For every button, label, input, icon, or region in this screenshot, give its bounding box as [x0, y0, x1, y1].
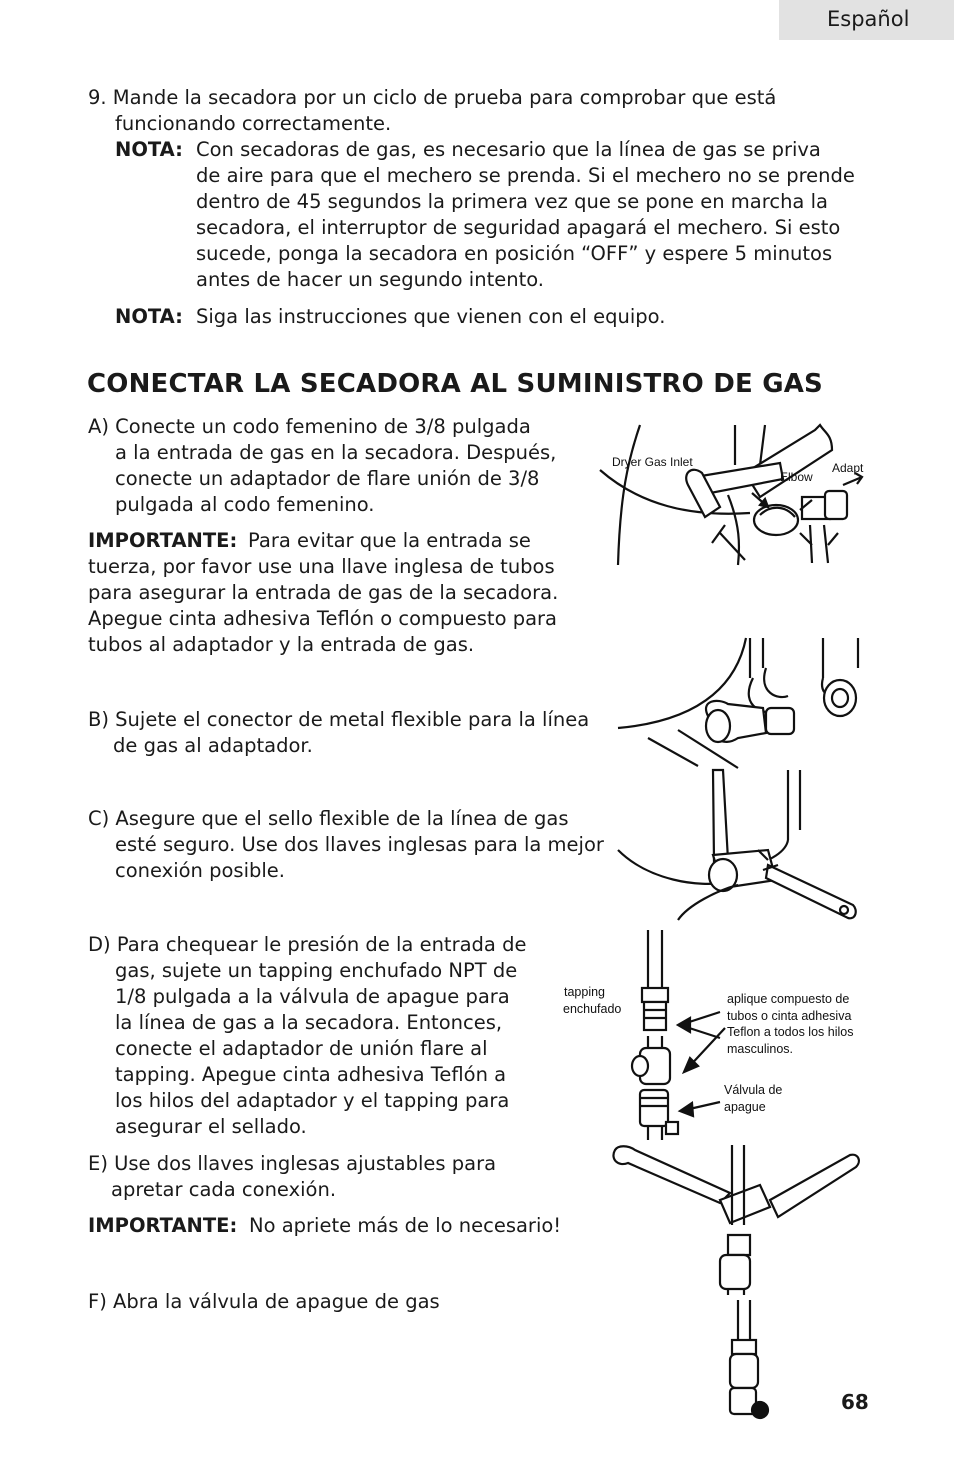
nota2-label: NOTA: [115, 305, 183, 328]
step9-line2: funcionando correctamente. [115, 112, 392, 135]
stepB-line: de gas al adaptador. [113, 734, 313, 757]
section-title: CONECTAR LA SECADORA AL SUMINISTRO DE GAS [87, 369, 823, 399]
figure-final-valve [720, 1300, 780, 1420]
stepC-line: esté seguro. Use dos llaves inglesas para la mejor [115, 833, 604, 856]
label-compound: masculinos. [727, 1042, 793, 1056]
nota1-label: NOTA: [115, 138, 183, 161]
stepA-line: conecte un adaptador de flare unión de 3/8 [115, 467, 540, 490]
importante1-line: tubos al adaptador y la entrada de gas. [88, 633, 475, 656]
nota1-line: de aire para que el mechero se prenda. Si el mechero no se prende [196, 164, 855, 187]
stepD-line: D) Para chequear le presión de la entrada de [88, 933, 527, 956]
stepE-line: apretar cada conexión. [111, 1178, 337, 1201]
figure-inlet-elbow-adapter [600, 425, 875, 570]
label-tapping: tapping [564, 985, 606, 999]
figure-flex-connector [618, 638, 863, 768]
stepB-line: B) Sujete el conector de metal flexible para la línea [88, 708, 590, 731]
label-valve: Válvula de [724, 1083, 783, 1097]
importante1-label: IMPORTANTE: [88, 529, 238, 552]
nota1-line: sucede, ponga la secadora en posición “OFF” y espere 5 minutos [196, 242, 833, 265]
nota1-line: antes de hacer un segundo intento. [196, 268, 545, 291]
label-dryer-gas-inlet: Dryer Gas Inlet [612, 455, 693, 469]
stepF-text: F) Abra la válvula de apague de gas [88, 1290, 440, 1313]
importante1-line: Apegue cinta adhesiva Teflón o compuesto para [88, 607, 557, 630]
label-adapt: Adapt [832, 461, 864, 475]
label-elbow: Elbow [780, 470, 813, 484]
nota1-line: secadora, el interruptor de seguridad apagará el mechero. Si esto [196, 216, 841, 239]
stepD-line: la línea de gas a la secadora. Entonces, [115, 1011, 503, 1034]
label-compound: aplique compuesto de [727, 992, 850, 1006]
stepA-line: A) Conecte un codo femenino de 3/8 pulgada [88, 415, 531, 438]
label-valve: apague [724, 1100, 766, 1114]
stepC-line: conexión posible. [115, 859, 285, 882]
stepA-line: a la entrada de gas en la secadora. Después, [115, 441, 557, 464]
stepA-line: pulgada al codo femenino. [115, 493, 375, 516]
label-compound: Teflon a todos los hilos [727, 1025, 854, 1039]
figure-wrenches-on-valve [610, 1145, 865, 1295]
stepC-line: C) Asegure que el sello flexible de la línea de gas [88, 807, 569, 830]
importante2-text: No apriete más de lo necesario! [249, 1214, 562, 1237]
importante1-line: para asegurar la entrada de gas de la secadora. [88, 581, 559, 604]
nota1-line: dentro de 45 segundos la primera vez que se pone en marcha la [196, 190, 828, 213]
importante1-line: tuerza, por favor use una llave inglesa de tubos [88, 555, 555, 578]
stepD-line: 1/8 pulgada a la válvula de apague para [115, 985, 510, 1008]
label-compound: tubos o cinta adhesiva [727, 1009, 852, 1023]
importante2-label: IMPORTANTE: [88, 1214, 238, 1237]
stepD-line: tapping. Apegue cinta adhesiva Teflón a [115, 1063, 507, 1086]
figure-tapping-valve [560, 930, 880, 1145]
language-tab-label: Español [827, 7, 910, 31]
step9-line1: 9. Mande la secadora por un ciclo de prueba para comprobar que está [88, 86, 777, 109]
label-tapping: enchufado [563, 1002, 622, 1016]
nota1-line: Con secadoras de gas, es necesario que la línea de gas se priva [196, 138, 821, 161]
stepE-line: E) Use dos llaves inglesas ajustables para [88, 1152, 497, 1175]
figure-two-wrenches [618, 770, 863, 925]
nota2-text: Siga las instrucciones que vienen con el equipo. [196, 305, 666, 328]
stepD-line: gas, sujete un tapping enchufado NPT de [115, 959, 518, 982]
stepD-line: asegurar el sellado. [115, 1115, 307, 1138]
stepD-line: conecte el adaptador de unión flare al [115, 1037, 488, 1060]
page-number: 68 [841, 1390, 869, 1414]
language-tab [779, 0, 954, 40]
importante1-line: Para evitar que la entrada se [248, 529, 531, 552]
stepD-line: los hilos del adaptador y el tapping para [115, 1089, 510, 1112]
